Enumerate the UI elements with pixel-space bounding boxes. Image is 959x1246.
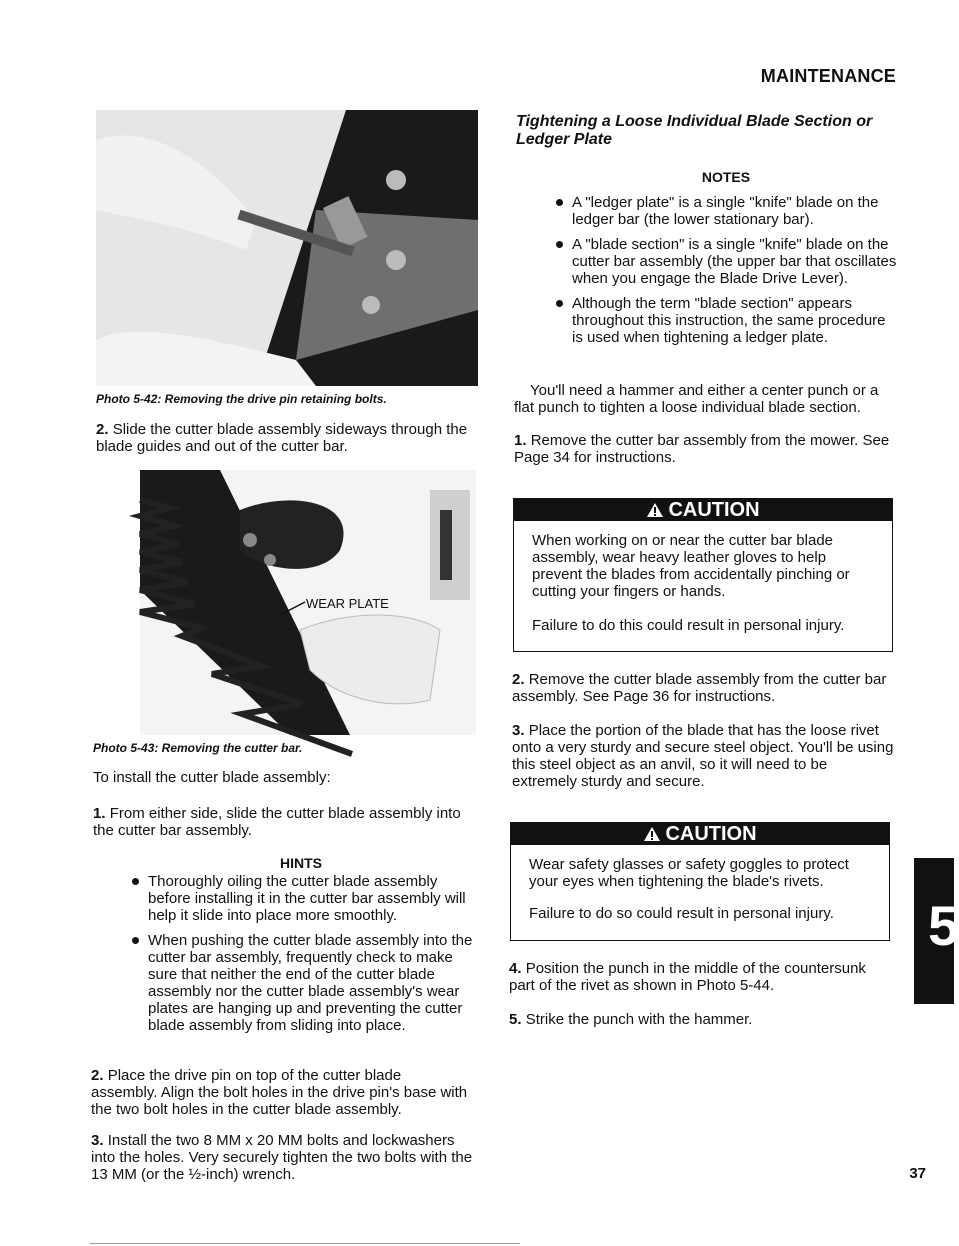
note-item: A "blade section" is a single "knife" blade on the cutter bar assembly (the upper bar that oscillates when you engage the Blade Drive Lever).: [554, 236, 899, 287]
caution-box-eyewear: [510, 822, 890, 941]
bullet-icon: [556, 199, 563, 206]
caution-body: When working on or near the cutter bar blade assembly, wear heavy leather gloves to help prevent the blades from accidentally pinching or cutting your fingers or hands.: [532, 532, 850, 600]
step-text: Place the drive pin on top of the cutter blade assembly. Align the bolt holes in the drive pin's base with the two bolt holes in the cutter blade assembly.: [91, 1067, 468, 1118]
step-1: [514, 432, 894, 466]
caution-header: [511, 823, 889, 845]
step-number: 5.: [509, 1011, 522, 1028]
step-number: 2.: [91, 1067, 104, 1084]
hints-list: [130, 873, 475, 1042]
step-text: From either side, slide the cutter blade assembly into the cutter bar assembly.: [93, 805, 461, 839]
photo-removing-drive-pin-bolts: [96, 110, 478, 386]
tools-needed: You'll need a hammer and either a center punch or a flat punch to tighten a loose individual blade section.: [514, 382, 879, 416]
hints-heading: HINTS: [280, 855, 322, 871]
step-text: Strike the punch with the hammer.: [525, 1011, 753, 1028]
chapter-tab-label: 5: [928, 894, 959, 957]
note-item: Although the term "blade section" appears throughout this instruction, the same procedure is used when tightening a ledger plate.: [554, 295, 899, 346]
caution-header: [514, 499, 892, 521]
hint-item: When pushing the cutter blade assembly into the cutter bar assembly, frequently check to make sure that neither the end of the cutter blade assembly nor the cutter blade assembly's wear plates are hanging up and preventing the cutter blade assembly from sliding into place.: [130, 932, 475, 1034]
bullet-icon: [556, 241, 563, 248]
caution-box-gloves: [513, 498, 893, 652]
wear-plate-label: WEAR PLATE: [306, 596, 389, 611]
step-number: 3.: [512, 722, 525, 739]
step-number: 3.: [91, 1132, 104, 1149]
section-title: MAINTENANCE: [760, 66, 896, 86]
warning-triangle-icon: [643, 826, 661, 842]
notes-list: [554, 194, 899, 354]
caution-warning: Failure to do this could result in personal injury.: [532, 617, 845, 634]
step-slide-out: [96, 421, 476, 455]
note-item: A "ledger plate" is a single "knife" blade on the ledger bar (the lower stationary bar).: [554, 194, 899, 228]
step-number: 4.: [509, 960, 522, 977]
install-step-1: [93, 805, 473, 839]
step-number: 2.: [96, 421, 109, 438]
step-3: [512, 722, 894, 790]
step-text: Remove the cutter bar assembly from the mower. See Page 34 for instructions.: [514, 432, 890, 466]
warning-triangle-icon: [646, 502, 664, 518]
caution-warning: Failure to do so could result in personal injury.: [529, 905, 834, 922]
step-text: Remove the cutter blade assembly from the cutter bar assembly. See Page 36 for instructions.: [512, 671, 887, 705]
step-number: 2.: [512, 671, 525, 688]
step-number: 1.: [93, 805, 106, 822]
caution-title: CAUTION: [665, 823, 757, 845]
step-text: Install the two 8 MM x 20 MM bolts and lockwashers into the holes. Very securely tighten the two bolts with the 13 MM (or the ½-inch) wrench.: [91, 1132, 473, 1183]
photo-42-caption: Photo 5-42: Removing the drive pin retaining bolts.: [96, 392, 387, 406]
step-2: [512, 671, 892, 705]
photo-42-illustration: [96, 110, 478, 386]
bullet-icon: [132, 937, 139, 944]
step-5: [509, 1011, 889, 1028]
photo-removing-cutter-bar: [140, 470, 476, 735]
install-step-3: [91, 1132, 476, 1183]
page-number: 37: [909, 1165, 926, 1182]
bottom-rule: [90, 1243, 520, 1244]
step-text: Position the punch in the middle of the countersunk part of the rivet as shown in Photo 5-44.: [509, 960, 866, 994]
bullet-icon: [556, 300, 563, 307]
hint-item: Thoroughly oiling the cutter blade assembly before installing it in the cutter bar assembly will help it slide into place more smoothly.: [130, 873, 475, 924]
step-text: Slide the cutter blade assembly sideways through the blade guides and out of the cutter bar.: [96, 421, 468, 455]
bullet-icon: [132, 878, 139, 885]
chapter-tab: [914, 858, 959, 1004]
photo-43-caption: Photo 5-43: Removing the cutter bar.: [93, 741, 303, 755]
step-number: 1.: [514, 432, 527, 449]
install-step-2: [91, 1067, 471, 1118]
install-intro: To install the cutter blade assembly:: [93, 769, 331, 786]
notes-heading: NOTES: [701, 169, 751, 185]
step-text: Place the portion of the blade that has the loose rivet onto a very sturdy and secure steel object. You'll be using this steel object as an anvil, so it will need to be extremely sturdy and secure.: [512, 722, 894, 790]
caution-body: Wear safety glasses or safety goggles to protect your eyes when tightening the blade's rivets.: [529, 856, 849, 890]
step-4: [509, 960, 889, 994]
caution-title: CAUTION: [668, 499, 760, 521]
section-heading: Tightening a Loose Individual Blade Section or Ledger Plate: [516, 113, 873, 148]
